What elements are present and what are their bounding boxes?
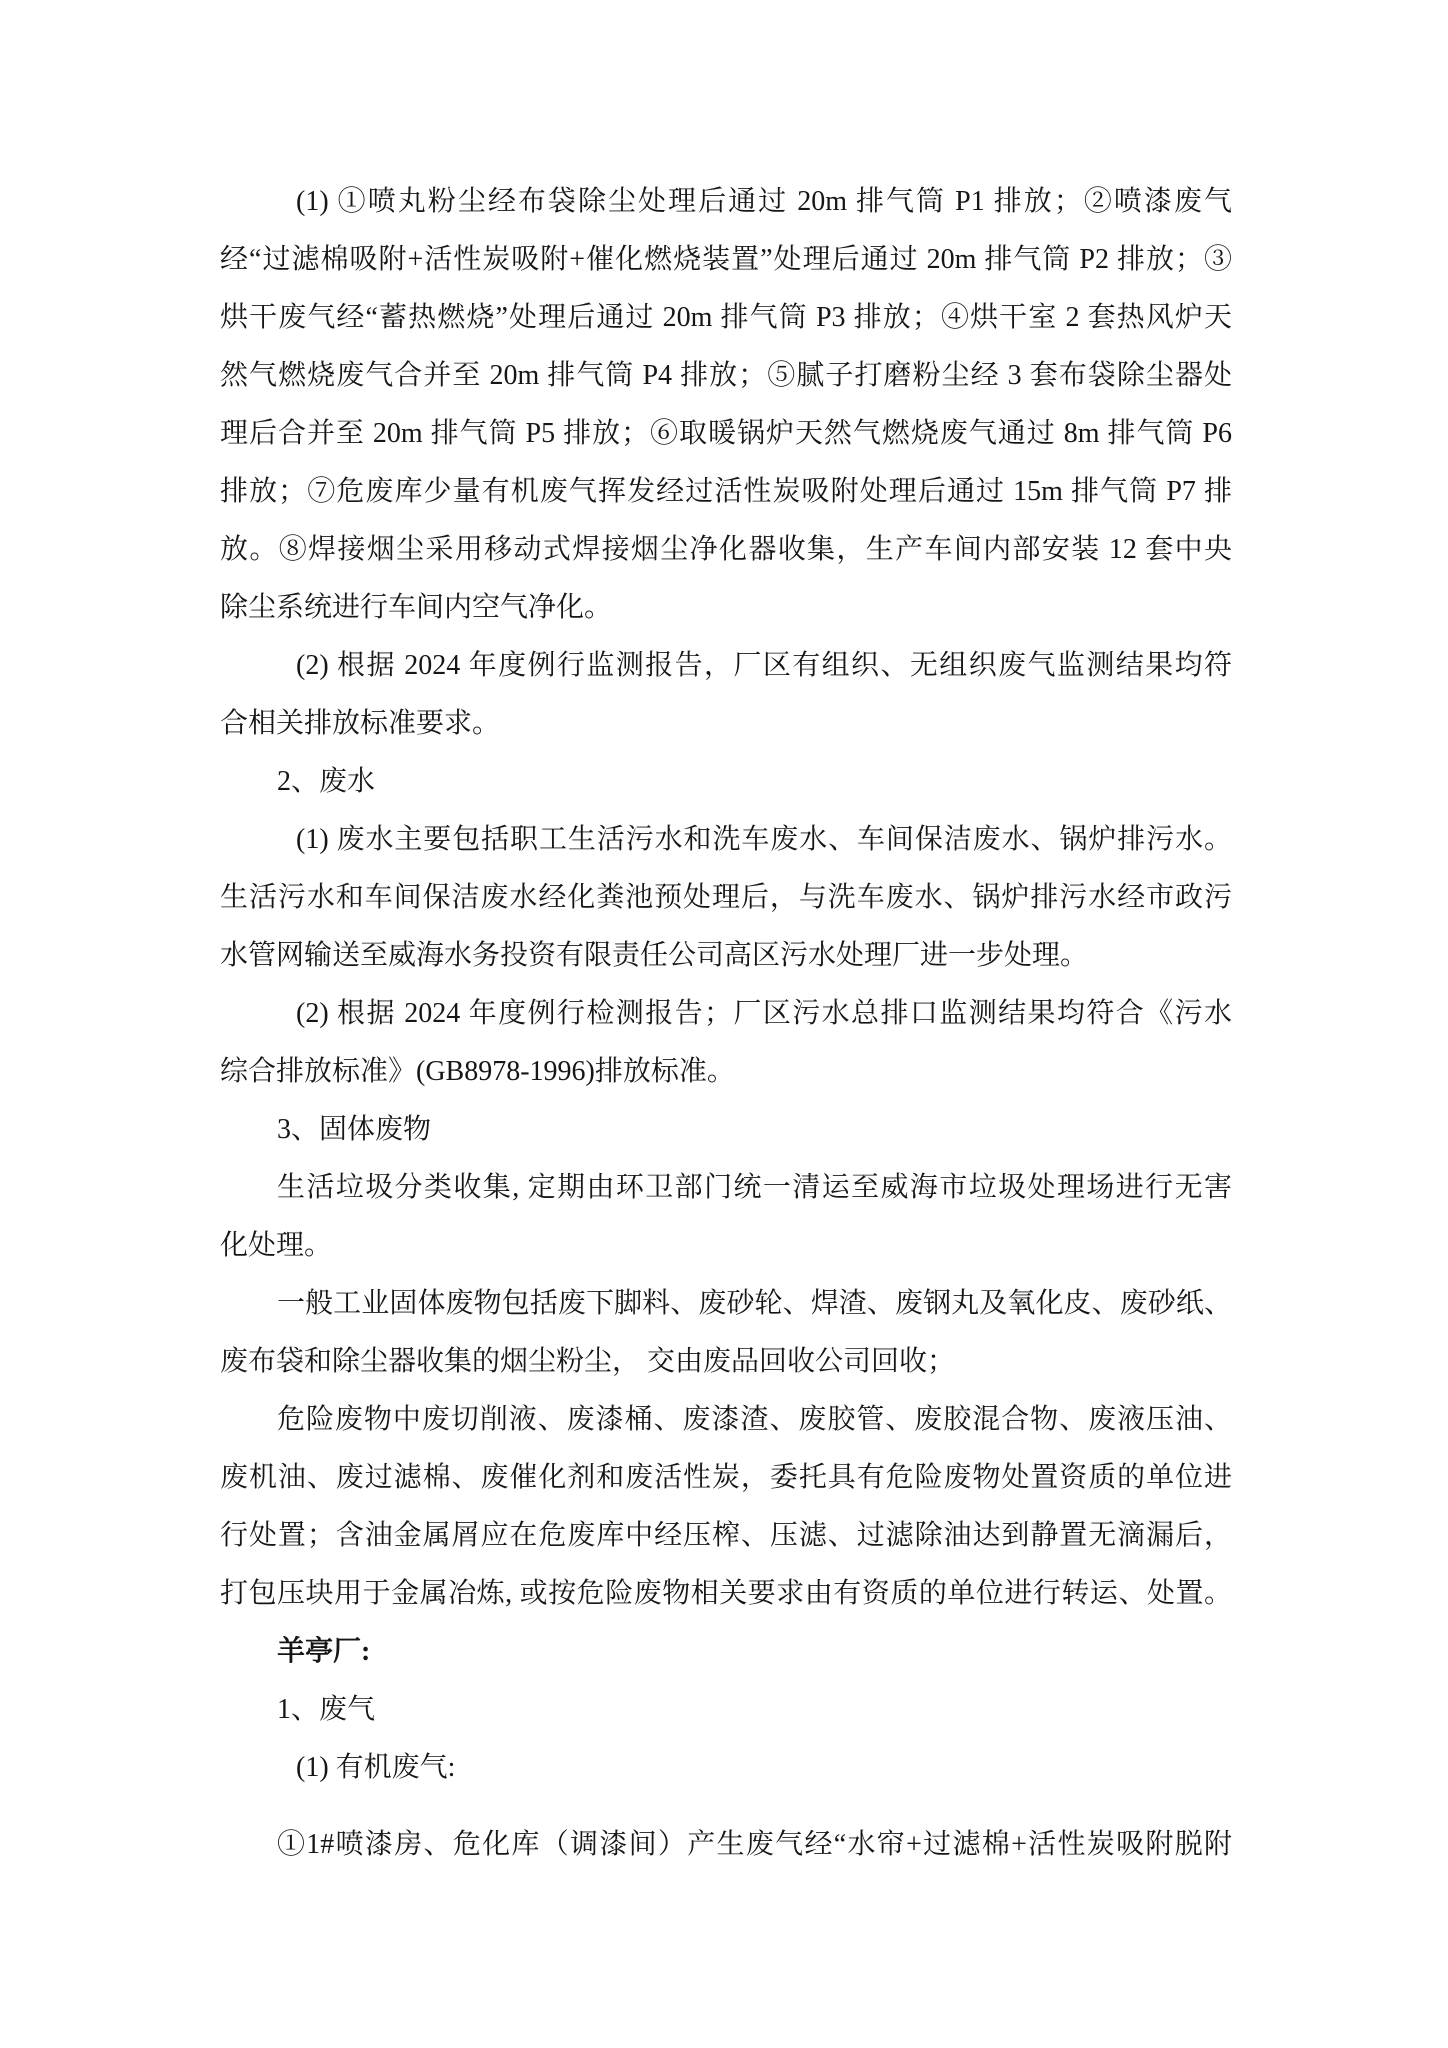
- heading-yangting-plant: [220, 1623, 1232, 1681]
- waste-gas-treatment-paragraph-line: 经“过滤棉吸附+活性炭吸附+催化燃烧装置”处理后通过 20m 排气筒 P2 排放；③: [220, 244, 1232, 275]
- hazardous-waste-paragraph-line: 打包压块用于金属冶炼, 或按危险废物相关要求由有资质的单位进行转运、处置。: [220, 1578, 1232, 1609]
- waste-gas-treatment-paragraph-line: 理后合并至 20m 排气筒 P5 排放；⑥取暖锅炉天然气燃烧废气通过 8m 排气筒 P6: [220, 418, 1232, 449]
- wastewater-treatment-paragraph: [220, 811, 1232, 985]
- waste-gas-monitoring-paragraph-line: 合相关排放标准要求。: [220, 708, 501, 739]
- domestic-garbage-paragraph-line: 生活垃圾分类收集, 定期由环卫部门统一清运至威海市垃圾处理场进行无害: [277, 1172, 1232, 1203]
- heading-solid-waste: [220, 1101, 1232, 1159]
- heading-waste-gas: [220, 1681, 1232, 1739]
- paint-booth-waste-gas-paragraph-line: ①1#喷漆房、危化库（调漆间）产生废气经“水帘+过滤棉+活性炭吸附脱附: [277, 1829, 1232, 1860]
- wastewater-treatment-paragraph-line: (1) 废水主要包括职工生活污水和洗车废水、车间保洁废水、锅炉排污水。: [296, 824, 1232, 855]
- domestic-garbage-paragraph: [220, 1159, 1232, 1275]
- organic-waste-gas-subheading-line: (1) 有机废气:: [296, 1752, 456, 1783]
- paint-booth-waste-gas-paragraph: [220, 1816, 1232, 1874]
- waste-gas-monitoring-paragraph: [220, 637, 1232, 753]
- organic-waste-gas-subheading: [220, 1739, 1232, 1797]
- wastewater-monitoring-paragraph-line: (2) 根据 2024 年度例行检测报告；厂区污水总排口监测结果均符合《污水: [296, 998, 1232, 1029]
- heading-solid-waste-line: 3、固体废物: [277, 1114, 432, 1145]
- waste-gas-treatment-paragraph-line: 烘干废气经“蓄热燃烧”处理后通过 20m 排气筒 P3 排放；④烘干室 2 套热风炉天: [220, 302, 1232, 333]
- domestic-garbage-paragraph-line: 化处理。: [220, 1230, 333, 1261]
- general-industrial-solid-waste-paragraph: [220, 1275, 1232, 1391]
- wastewater-treatment-paragraph-line: 水管网输送至威海水务投资有限责任公司高区污水处理厂进一步处理。: [220, 940, 1089, 971]
- text-block: [220, 173, 1232, 1874]
- hazardous-waste-paragraph-line: 废机油、废过滤棉、废催化剂和废活性炭，委托具有危险废物处置资质的单位进: [220, 1462, 1232, 1493]
- heading-yangting-plant-line: 羊亭厂:: [277, 1636, 371, 1667]
- waste-gas-treatment-paragraph-line: 然气燃烧废气合并至 20m 排气筒 P4 排放；⑤腻子打磨粉尘经 3 套布袋除尘器处: [220, 360, 1232, 391]
- waste-gas-treatment-paragraph: [220, 173, 1232, 637]
- wastewater-treatment-paragraph-line: 生活污水和车间保洁废水经化粪池预处理后，与洗车废水、锅炉排污水经市政污: [220, 882, 1232, 913]
- waste-gas-treatment-paragraph-line: 除尘系统进行车间内空气净化。: [220, 592, 613, 623]
- waste-gas-monitoring-paragraph-line: (2) 根据 2024 年度例行监测报告，厂区有组织、无组织废气监测结果均符: [296, 650, 1232, 681]
- general-industrial-solid-waste-paragraph-line: 废布袋和除尘器收集的烟尘粉尘， 交由废品回收公司回收；: [220, 1346, 956, 1377]
- wastewater-monitoring-paragraph-line: 综合排放标准》(GB8978-1996)排放标准。: [220, 1056, 735, 1087]
- hazardous-waste-paragraph-line: 行处置；含油金属屑应在危废库中经压榨、压滤、过滤除油达到静置无滴漏后，: [220, 1520, 1232, 1551]
- general-industrial-solid-waste-paragraph-line: 一般工业固体废物包括废下脚料、废砂轮、焊渣、废钢丸及氧化皮、废砂纸、: [277, 1288, 1232, 1319]
- heading-wastewater-line: 2、废水: [277, 766, 376, 797]
- hazardous-waste-paragraph-line: 危险废物中废切削液、废漆桶、废漆渣、废胶管、废胶混合物、废液压油、: [277, 1404, 1232, 1435]
- heading-wastewater: [220, 753, 1232, 811]
- wastewater-monitoring-paragraph: [220, 985, 1232, 1101]
- waste-gas-treatment-paragraph-line: 排放；⑦危废库少量有机废气挥发经过活性炭吸附处理后通过 15m 排气筒 P7 排: [220, 476, 1232, 507]
- waste-gas-treatment-paragraph-line: (1) ①喷丸粉尘经布袋除尘处理后通过 20m 排气筒 P1 排放；②喷漆废气: [296, 186, 1232, 217]
- hazardous-waste-paragraph: [220, 1391, 1232, 1623]
- waste-gas-treatment-paragraph-line: 放。⑧焊接烟尘采用移动式焊接烟尘净化器收集，生产车间内部安装 12 套中央: [220, 534, 1232, 565]
- heading-waste-gas-line: 1、废气: [277, 1694, 376, 1725]
